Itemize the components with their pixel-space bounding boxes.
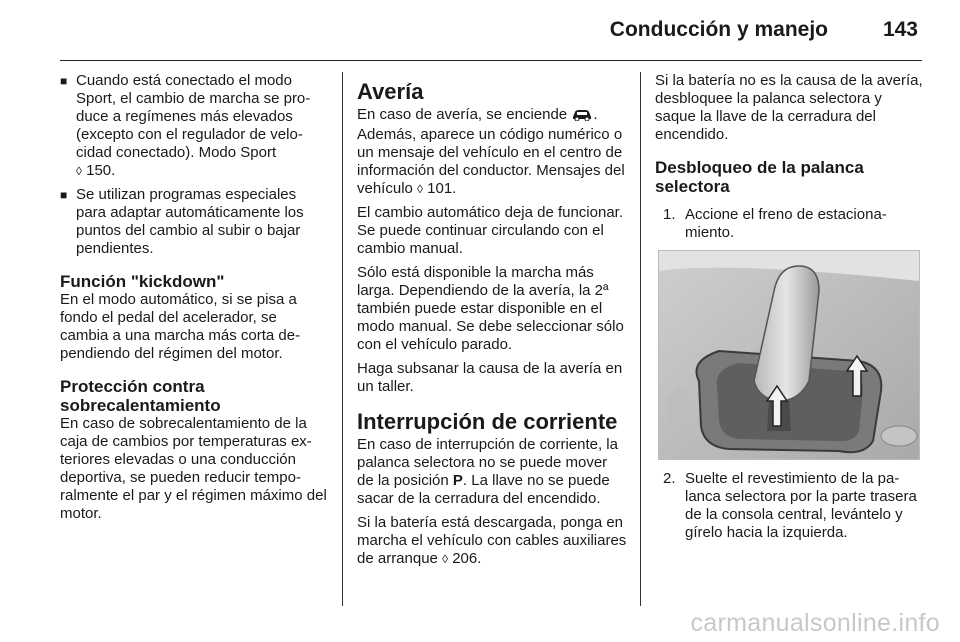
fault-paragraph-4: Haga subsanar la causa de la avería en un taller. [357,360,623,395]
fault-paragraph-1 [357,106,627,198]
overheat-heading: Protección contra sobrecalentamiento [60,377,221,415]
column-2 [357,72,627,574]
gear-position-p: P [452,472,463,489]
fault-text-a: En caso de avería, se enciende [357,106,568,123]
page-ref-icon: ◊ [417,182,423,196]
power-paragraph-2 [357,514,627,568]
watermark: carmanualsonline.info [690,609,940,637]
power-text-c: Si la batería está descargada, ponga en marcha el vehículo con cables auxiliares de arranque [357,514,627,567]
power-heading: Interrupción de corriente [357,409,618,434]
bullet-square-icon: ■ [60,188,68,202]
page-ref[interactable]: 150. [86,162,116,179]
fault-paragraph-2: El cambio automático deja de funcionar. Se puede continuar circulando con el cambio manual. [357,204,623,257]
fault-text-b: . Además, aparece un código numérico o un mensaje del vehículo en el centro de información del conductor. Mensajes del vehículo [357,106,625,197]
bullet-sport-mode [60,72,328,180]
step-number: 1. [663,206,676,223]
kickdown-heading: Función "kickdown" [60,272,225,291]
column-divider-1 [342,72,343,606]
page-header [0,0,960,60]
fault-paragraph-3: Sólo está disponible la marcha más larga. Dependiendo de la avería, la 2ª también puede estar disponible en el modo manual. Se debe seleccionar sólo con el vehículo parado. [357,264,624,353]
page-ref[interactable]: 101. [427,180,457,197]
step-text: Accione el freno de estacionamiento. [685,206,887,241]
step-1 [655,206,925,242]
bullet-square-icon: ■ [60,74,68,88]
page-ref-icon: ◊ [442,552,449,566]
column-3 [655,72,925,548]
overheat-text: En caso de sobrecalentamiento de la caja de cambios por temperaturas exteriores elevadas o una conducción deportiva, se pueden reducir temporalmente el par y el régimen máximo del motor. [60,415,327,522]
page-ref-icon: ◊ [76,164,82,178]
battery-paragraph: Si la batería no es la causa de la avería, desbloquee la palanca selectora y saque la llave de la cerradura del encendido. [655,72,923,143]
section-title: Conducción y manejo [609,18,828,41]
kickdown-text: En el modo automático, si se pisa a fondo el pedal del acelerador, se cambia a una marcha más corta dependiendo del régimen del motor. [60,291,301,362]
step-number: 2. [663,470,676,487]
bullet-slope-programs [60,186,328,258]
column-1 [60,72,328,529]
page-ref[interactable]: 206. [452,550,482,567]
car-warning-icon [571,108,593,126]
power-text-a: En caso de interrupción de corriente, la palanca selectora no se puede mover de la posición [357,436,618,489]
fault-heading: Avería [357,79,424,104]
power-text-b: . La llave no se puede sacar de la cerradura del encendido. [357,472,610,507]
column-divider-2 [640,72,641,606]
step-2 [655,470,925,542]
header-divider [60,60,922,61]
bullet-text: Cuando está conectado el modo Sport, el cambio de marcha se produce a regímenes más elevados (excepto con el regulador de velocidad conectado). Modo Sport [76,72,311,161]
selector-lever-photo [658,250,920,460]
power-paragraph-1 [357,436,627,508]
unlock-heading: Desbloqueo de la palanca selectora [655,158,864,196]
step-text: Suelte el revestimiento de la palanca selectora por la parte trasera de la consola central, levántelo y gírelo hacia la izquierda. [685,470,917,541]
bullet-text: Se utilizan programas especiales para adaptar automáticamente los puntos del cambio al subir o bajar pendientes. [76,186,304,257]
page-number: 143 [882,18,918,41]
